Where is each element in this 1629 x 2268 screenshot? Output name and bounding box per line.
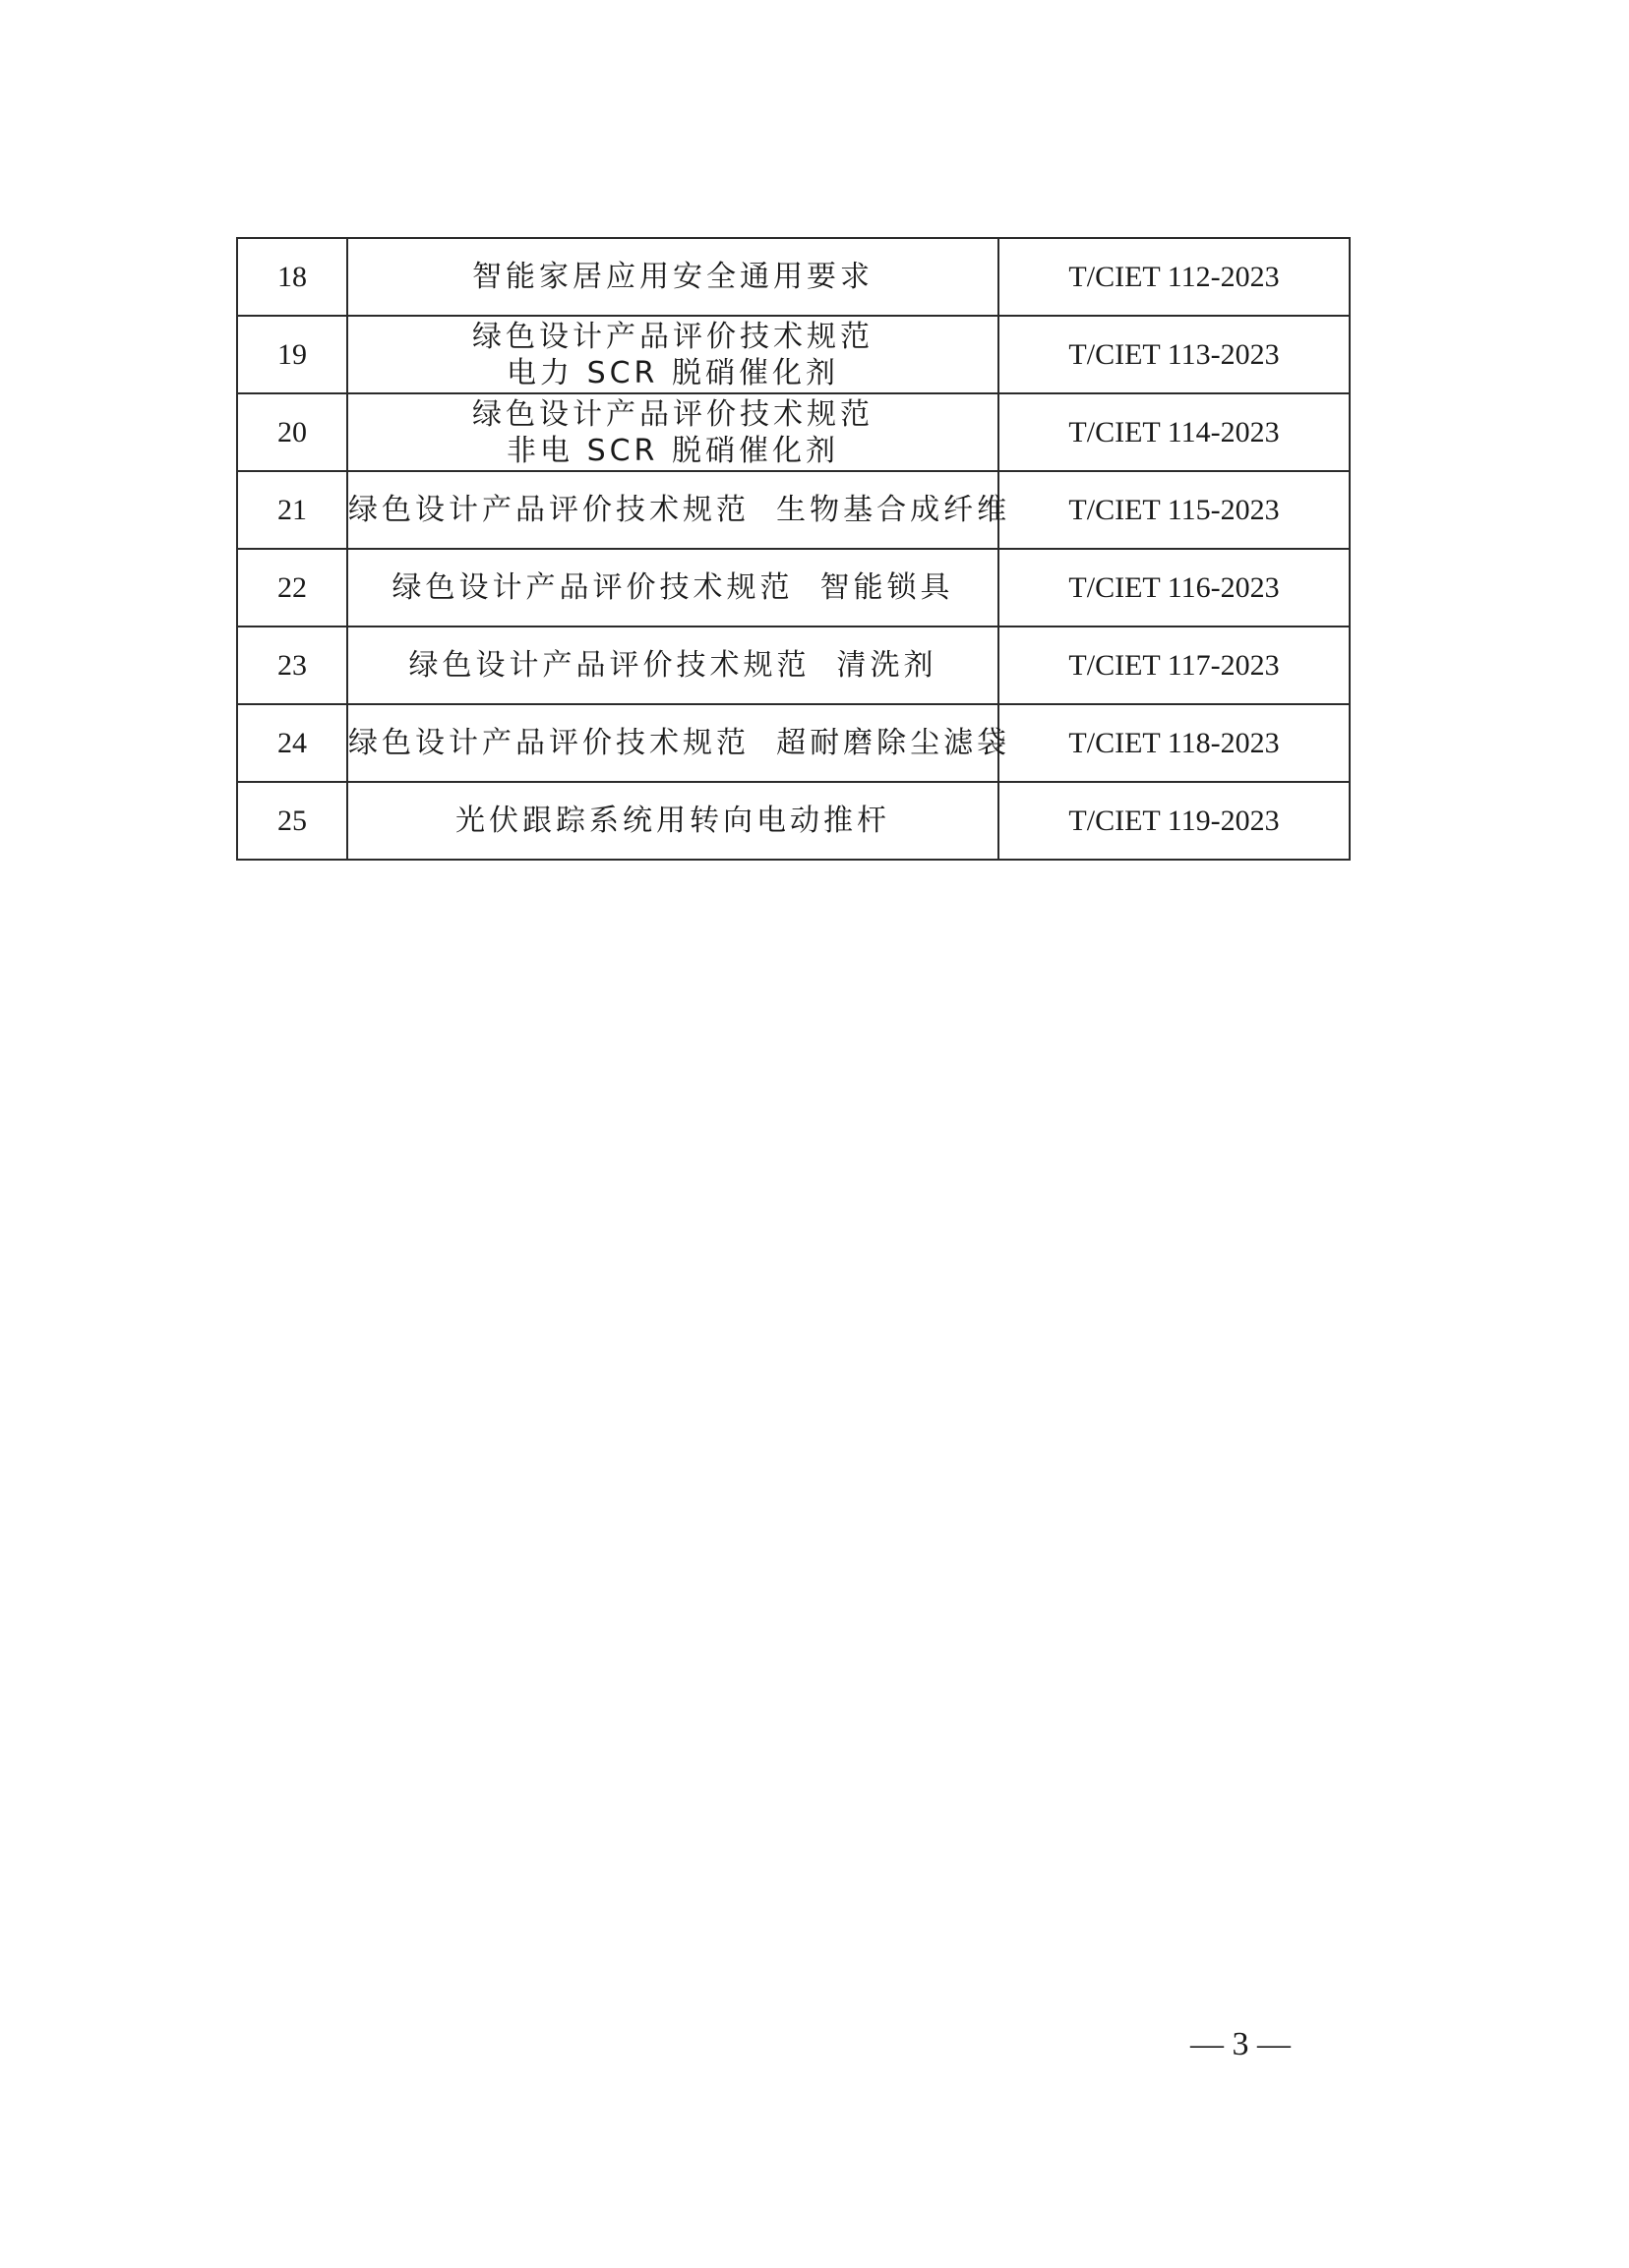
- standards-table: [236, 237, 1351, 861]
- standard-code: T/CIET 117-2023: [998, 627, 1350, 704]
- standard-name: [347, 782, 998, 860]
- standard-name-line: 非电 SCR 脱硝催化剂: [507, 433, 839, 468]
- row-number: 24: [237, 704, 347, 782]
- standard-name-line: 绿色设计产品评价技术规范: [472, 396, 874, 432]
- standard-code: T/CIET 115-2023: [998, 471, 1350, 549]
- standard-name-line: 绿色设计产品评价技术规范 生物基合成纤维: [348, 493, 1011, 527]
- table-row: [237, 549, 1350, 627]
- row-number: 18: [237, 238, 347, 316]
- standard-name-line: 绿色设计产品评价技术规范 超耐磨除尘滤袋: [348, 726, 1011, 760]
- standard-code: T/CIET 116-2023: [998, 549, 1350, 627]
- row-number: 25: [237, 782, 347, 860]
- row-number: 21: [237, 471, 347, 549]
- standard-name-line: 智能家居应用安全通用要求: [472, 260, 874, 294]
- standard-name: [347, 316, 998, 393]
- standards-table-body: [237, 238, 1350, 860]
- standard-name: [347, 549, 998, 627]
- table-row: [237, 782, 1350, 860]
- standard-name-line: 绿色设计产品评价技术规范 清洗剂: [408, 648, 937, 683]
- standard-code: T/CIET 118-2023: [998, 704, 1350, 782]
- standard-name: [347, 393, 998, 471]
- standard-name: [347, 627, 998, 704]
- row-number: 20: [237, 393, 347, 471]
- standard-name: [347, 471, 1011, 549]
- standard-name-line: 光伏跟踪系统用转向电动推杆: [455, 804, 890, 838]
- standard-name-line: 绿色设计产品评价技术规范: [472, 319, 874, 354]
- table-row: [237, 316, 1350, 393]
- standard-name-line: 电力 SCR 脱硝催化剂: [507, 355, 839, 390]
- row-number: 23: [237, 627, 347, 704]
- row-number: 19: [237, 316, 347, 393]
- table-row: [237, 471, 1350, 549]
- standard-name: [347, 704, 1011, 782]
- standard-name-line: 绿色设计产品评价技术规范 智能锁具: [392, 570, 954, 605]
- standard-name: [347, 238, 998, 316]
- standard-code: T/CIET 114-2023: [998, 393, 1350, 471]
- table-row: [237, 238, 1350, 316]
- page-number: — 3 —: [1190, 2026, 1291, 2062]
- table-row: [237, 704, 1350, 782]
- standard-code: T/CIET 112-2023: [998, 238, 1350, 316]
- row-number: 22: [237, 549, 347, 627]
- table-row: [237, 393, 1350, 471]
- table-row: [237, 627, 1350, 704]
- standard-code: T/CIET 113-2023: [998, 316, 1350, 393]
- standard-code: T/CIET 119-2023: [998, 782, 1350, 860]
